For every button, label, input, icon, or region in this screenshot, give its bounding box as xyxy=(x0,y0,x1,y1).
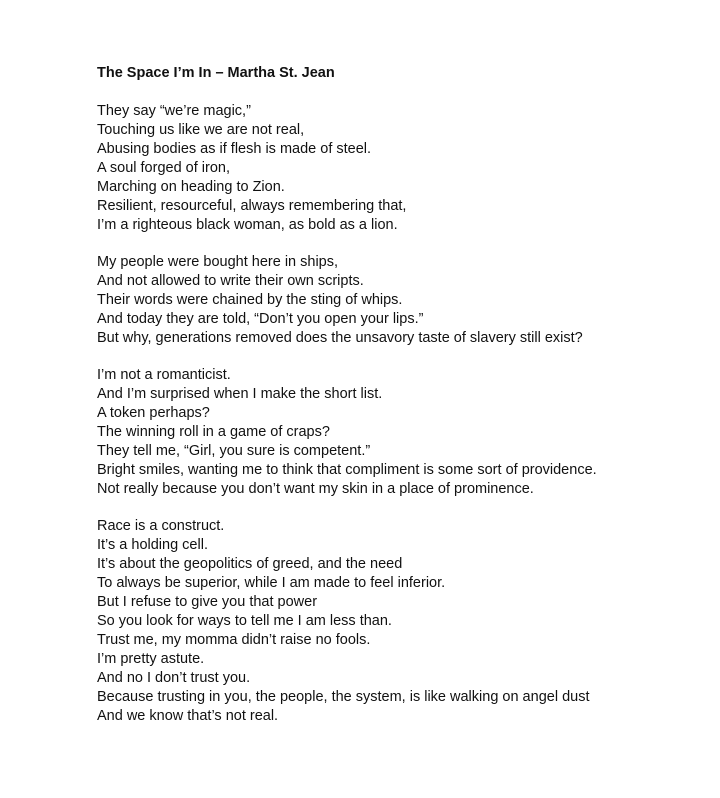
poem-line: But why, generations removed does the unsavory taste of slavery still exist? xyxy=(97,330,583,346)
poem-line: Trust me, my momma didn’t raise no fools. xyxy=(97,632,371,648)
poem-line: Their words were chained by the sting of whips. xyxy=(97,292,403,308)
poem-line: Race is a construct. xyxy=(97,518,225,534)
poem-page xyxy=(97,64,707,744)
poem-line: Bright smiles, wanting me to think that compliment is some sort of providence. xyxy=(97,462,597,478)
stanza-1 xyxy=(97,102,707,235)
poem-line: I’m a righteous black woman, as bold as a lion. xyxy=(97,217,398,233)
poem-line: And no I don’t trust you. xyxy=(97,670,251,686)
poem-line: And I’m surprised when I make the short list. xyxy=(97,386,383,402)
poem-line: The winning roll in a game of craps? xyxy=(97,424,330,440)
poem-line: But I refuse to give you that power xyxy=(97,594,318,610)
poem-body xyxy=(97,102,707,726)
poem-line: Touching us like we are not real, xyxy=(97,122,305,138)
poem-title: The Space I’m In – Martha St. Jean xyxy=(97,65,335,81)
poem-line: They tell me, “Girl, you sure is competent.” xyxy=(97,443,371,459)
poem-line: A token perhaps? xyxy=(97,405,210,421)
poem-line: Not really because you don’t want my skin in a place of prominence. xyxy=(97,481,534,497)
poem-line: I’m pretty astute. xyxy=(97,651,205,667)
poem-line: So you look for ways to tell me I am less than. xyxy=(97,613,392,629)
poem-line: To always be superior, while I am made to feel inferior. xyxy=(97,575,446,591)
poem-line: Because trusting in you, the people, the system, is like walking on angel dust xyxy=(97,689,590,705)
poem-line: And today they are told, “Don’t you open your lips.” xyxy=(97,311,424,327)
poem-line: My people were bought here in ships, xyxy=(97,254,339,270)
poem-line: And not allowed to write their own scripts. xyxy=(97,273,364,289)
poem-line: It’s a holding cell. xyxy=(97,537,208,553)
stanza-2 xyxy=(97,253,707,348)
poem-line: A soul forged of iron, xyxy=(97,160,230,176)
poem-line: And we know that’s not real. xyxy=(97,708,279,724)
stanza-3 xyxy=(97,366,707,499)
stanza-4 xyxy=(97,517,707,726)
poem-line: Abusing bodies as if flesh is made of steel. xyxy=(97,141,372,157)
poem-line: They say “we’re magic,” xyxy=(97,103,251,119)
poem-line: Resilient, resourceful, always remembering that, xyxy=(97,198,407,214)
poem-line: It’s about the geopolitics of greed, and the need xyxy=(97,556,403,572)
poem-line: I’m not a romanticist. xyxy=(97,367,231,383)
poem-line: Marching on heading to Zion. xyxy=(97,179,285,195)
